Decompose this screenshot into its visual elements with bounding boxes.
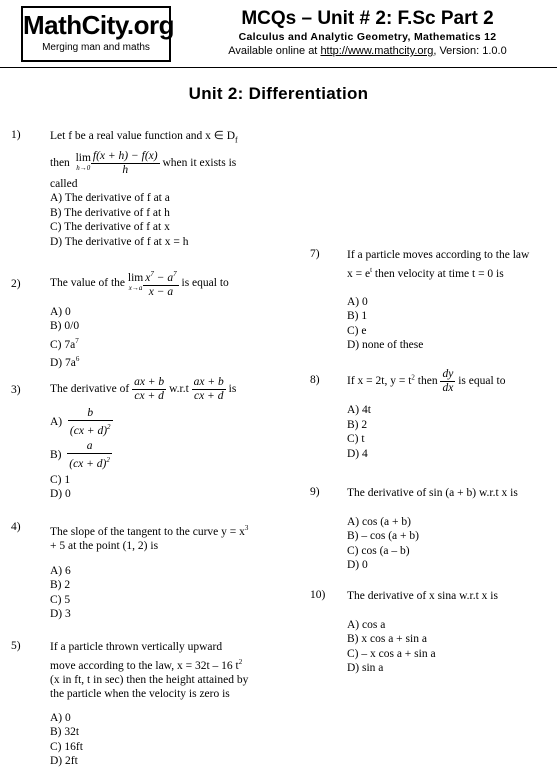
question-number: 7) bbox=[310, 248, 320, 260]
option-b[interactable]: B) $\frac{a}{(cx + d)^2}$ bbox=[50, 439, 110, 470]
option-a[interactable]: A) The derivative of f at a bbox=[50, 192, 170, 205]
option-d[interactable]: D) 3 bbox=[50, 608, 71, 621]
option-d[interactable]: D) The derivative of f at x = h bbox=[50, 235, 189, 248]
fraction: $\frac{dy}{dx}$ bbox=[442, 368, 454, 394]
option-a[interactable]: A) $\frac{b}{(cx + d)^2}$ bbox=[50, 407, 111, 437]
page-title: Unit 2: Differentiation bbox=[188, 84, 369, 103]
website-link[interactable]: http://www.mathcity.org bbox=[320, 45, 434, 57]
question-text: Let f be a real value function and x ∈ D bbox=[50, 130, 235, 142]
option-a[interactable]: A) 0 bbox=[50, 305, 71, 318]
fraction: $\frac{ax + b}{cx + d}$ bbox=[134, 376, 165, 402]
fraction: $\frac{f(x + h) - f(x)}{h}$ bbox=[92, 149, 158, 176]
mathcity-logo bbox=[21, 6, 174, 62]
option-b[interactable]: B) 32t bbox=[50, 726, 80, 739]
option-b[interactable]: B) 2 bbox=[50, 579, 71, 592]
option-c[interactable]: C) 16ft bbox=[50, 740, 83, 753]
option-c[interactable]: C) t bbox=[347, 433, 365, 445]
option-b[interactable]: B) x cos a + sin a bbox=[347, 633, 427, 645]
option-c[interactable]: C) $7a^7$ bbox=[50, 336, 79, 351]
option-a[interactable]: A) 4t bbox=[347, 404, 371, 416]
option-b[interactable]: B) 2 bbox=[347, 418, 368, 431]
option-c[interactable]: C) e bbox=[347, 324, 367, 337]
option-c[interactable]: C) cos (a – b) bbox=[347, 544, 410, 557]
option-d[interactable]: D) 0 bbox=[347, 559, 368, 571]
logo-tagline: Merging man and maths bbox=[42, 42, 150, 53]
limit-expression: lim x→a bbox=[127, 272, 144, 293]
header-availability bbox=[178, 44, 557, 58]
header-title: MCQs – Unit # 2: F.Sc Part 2 bbox=[241, 8, 494, 29]
page-header bbox=[0, 0, 557, 68]
option-d[interactable]: D) none of these bbox=[347, 339, 424, 352]
header-subtitle: Calculus and Analytic Geometry, Mathematics 12 bbox=[238, 31, 497, 43]
question-number: 8) bbox=[310, 374, 320, 386]
option-a[interactable]: A) cos a bbox=[347, 618, 386, 631]
question-number: 4) bbox=[11, 521, 21, 533]
option-c[interactable]: C) – x cos a + sin a bbox=[347, 647, 436, 660]
option-d[interactable]: D) 4 bbox=[347, 447, 368, 460]
question-number: 3) bbox=[11, 384, 21, 396]
version-text: , Version: 1.0.0 bbox=[433, 45, 507, 57]
option-c[interactable]: C) 5 bbox=[50, 593, 71, 606]
option-a[interactable]: A) 6 bbox=[50, 564, 71, 577]
option-d[interactable]: D) 2ft bbox=[50, 755, 78, 768]
option-c[interactable]: C) 1 bbox=[50, 473, 71, 486]
option-d[interactable]: D) sin a bbox=[347, 662, 384, 674]
question-number: 2) bbox=[11, 278, 21, 290]
option-c[interactable]: C) The derivative of f at x bbox=[50, 221, 170, 234]
option-b[interactable]: B) The derivative of f at h bbox=[50, 206, 170, 219]
option-a[interactable]: A) 0 bbox=[347, 295, 368, 308]
fraction: $\frac{ax + b}{cx + d}$ bbox=[193, 376, 224, 402]
option-a[interactable]: A) cos (a + b) bbox=[347, 515, 411, 528]
option-a[interactable]: A) 0 bbox=[50, 711, 71, 724]
question-number: 5) bbox=[11, 640, 21, 652]
question-number: 10) bbox=[310, 589, 326, 601]
question-number: 1) bbox=[11, 129, 21, 141]
header-info bbox=[178, 8, 557, 58]
question-number: 9) bbox=[310, 486, 320, 498]
option-b[interactable]: B) 0/0 bbox=[50, 320, 80, 333]
option-d[interactable]: D) $7a^6$ bbox=[50, 355, 80, 369]
avail-prefix: Available online at bbox=[228, 45, 321, 57]
limit-expression: lim h→0 bbox=[75, 152, 91, 173]
option-b[interactable]: B) – cos (a + b) bbox=[347, 530, 419, 542]
option-b[interactable]: B) 1 bbox=[347, 310, 368, 323]
option-d[interactable]: D) 0 bbox=[50, 488, 71, 501]
fraction: $\frac{x^7 - a^7}{x - a}$ bbox=[145, 270, 177, 298]
logo-brand: MathCity.org bbox=[23, 10, 174, 40]
